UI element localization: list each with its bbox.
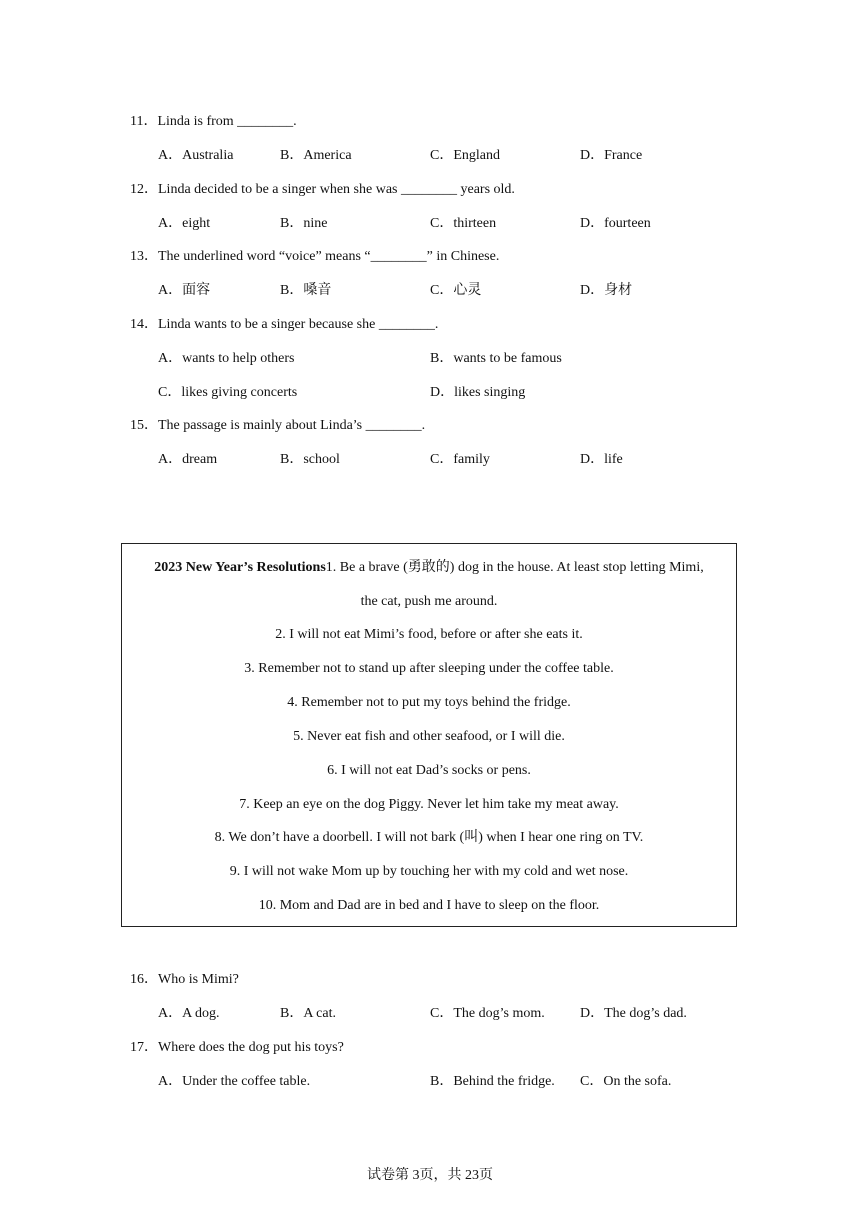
question-16-stem: 16．Who is Mimi? bbox=[130, 972, 239, 987]
q15-option-d[interactable]: D．life bbox=[580, 452, 623, 467]
passage-line-9: 9. I will not wake Mom up by touching her with my cold and wet nose. bbox=[229, 864, 629, 879]
passage-line-6: 6. I will not eat Dad’s socks or pens. bbox=[327, 763, 531, 778]
q14-option-c[interactable]: C．likes giving concerts bbox=[158, 385, 298, 400]
q13-option-d[interactable]: D．身材 bbox=[580, 283, 633, 298]
passage-line-3: 3. Remember not to stand up after sleeping under the coffee table. bbox=[244, 661, 614, 676]
passage-line-2: 2. I will not eat Mimi’s food, before or after she eats it. bbox=[275, 627, 583, 642]
q15-option-a[interactable]: A．dream bbox=[158, 452, 218, 467]
q16-option-c[interactable]: C．The dog’s mom. bbox=[430, 1006, 545, 1021]
q17-option-b[interactable]: B．Behind the fridge. bbox=[430, 1074, 555, 1089]
question-13-stem: 13．The underlined word “voice” means “________” in Chinese. bbox=[130, 249, 500, 264]
q12-option-a[interactable]: A．eight bbox=[158, 216, 211, 231]
question-17-stem: 17．Where does the dog put his toys? bbox=[130, 1040, 344, 1055]
q11-option-d[interactable]: D．France bbox=[580, 148, 643, 163]
q17-option-a[interactable]: A．Under the coffee table. bbox=[158, 1074, 311, 1089]
q14-option-b[interactable]: B．wants to be famous bbox=[430, 351, 562, 366]
passage-heading-line bbox=[122, 559, 736, 577]
q15-option-c[interactable]: C．family bbox=[430, 452, 490, 467]
q13-option-a[interactable]: A．面容 bbox=[158, 283, 211, 298]
page-footer: 试卷第 3页，共 23页 bbox=[367, 1168, 493, 1183]
passage-line-7: 7. Keep an eye on the dog Piggy. Never let him take my meat away. bbox=[239, 797, 619, 812]
q17-option-c[interactable]: C．On the sofa. bbox=[580, 1074, 672, 1089]
q12-option-c[interactable]: C．thirteen bbox=[430, 216, 497, 231]
q14-option-a[interactable]: A．wants to help others bbox=[158, 351, 295, 366]
q16-option-a[interactable]: A．A dog. bbox=[158, 1006, 220, 1021]
q15-option-b[interactable]: B．school bbox=[280, 452, 340, 467]
q13-option-c[interactable]: C．心灵 bbox=[430, 283, 482, 298]
passage-title: 2023 New Year’s Resolutions bbox=[154, 560, 326, 575]
q12-option-d[interactable]: D．fourteen bbox=[580, 216, 651, 231]
question-11-stem: 11．Linda is from ________. bbox=[130, 114, 297, 129]
passage-line-8: 8. We don’t have a doorbell. I will not bark (叫) when I hear one ring on TV. bbox=[214, 830, 644, 845]
q14-option-d[interactable]: D．likes singing bbox=[430, 385, 526, 400]
q11-option-a[interactable]: A．Australia bbox=[158, 148, 234, 163]
passage-line-1: 1. Be a brave (勇敢的) dog in the house. At least stop letting Mimi, bbox=[325, 560, 704, 575]
q12-option-b[interactable]: B．nine bbox=[280, 216, 328, 231]
q11-option-c[interactable]: C．England bbox=[430, 148, 500, 163]
passage-line-4: 4. Remember not to put my toys behind the fridge. bbox=[287, 695, 571, 710]
passage-line-10: 10. Mom and Dad are in bed and I have to sleep on the floor. bbox=[258, 898, 600, 913]
q11-option-b[interactable]: B．America bbox=[280, 148, 352, 163]
passage-box bbox=[121, 543, 737, 927]
q16-option-d[interactable]: D．The dog’s dad. bbox=[580, 1006, 687, 1021]
question-14-stem: 14．Linda wants to be a singer because she ________. bbox=[130, 317, 439, 332]
question-15-stem: 15．The passage is mainly about Linda’s ________. bbox=[130, 418, 426, 433]
q13-option-b[interactable]: B．嗓音 bbox=[280, 283, 332, 298]
passage-line-5: 5. Never eat fish and other seafood, or I will die. bbox=[293, 729, 565, 744]
question-12-stem: 12．Linda decided to be a singer when she was ________ years old. bbox=[130, 182, 515, 197]
passage-line-1-cont: the cat, push me around. bbox=[360, 594, 498, 609]
q16-option-b[interactable]: B．A cat. bbox=[280, 1006, 336, 1021]
